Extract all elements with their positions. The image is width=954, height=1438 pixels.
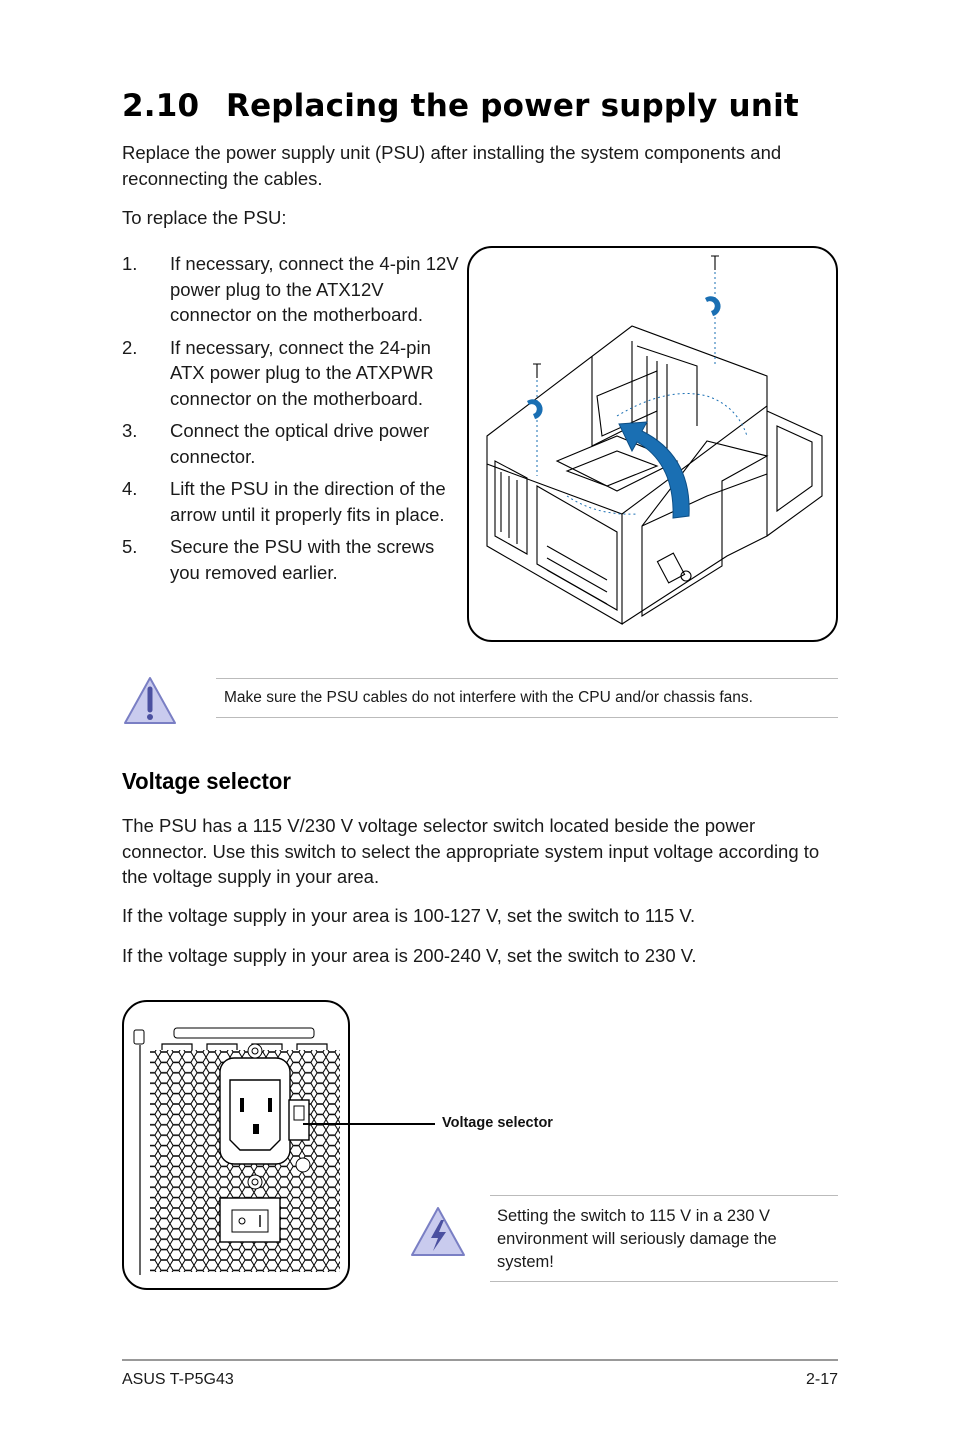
page-number: 2-17 — [805, 1371, 838, 1388]
warning-top-rule — [490, 1195, 838, 1196]
voltage-selector-callout-line — [303, 1121, 437, 1127]
electric-shock-warning-icon — [409, 1205, 467, 1259]
caution-note-text: Make sure the PSU cables do not interfere with the CPU and/or chassis fans. — [224, 689, 753, 706]
list-item: 2. If necessary, connect the 24-pin ATX power plug to the ATXPWR connector on the motherboard. — [122, 336, 434, 409]
warning-bottom-rule — [490, 1281, 838, 1282]
section-title: Replacing the power supply unit — [226, 88, 799, 124]
intro-paragraph: Replace the power supply unit (PSU) after installing the system components and reconnecting the cables. — [122, 142, 782, 189]
voltage-230-paragraph: If the voltage supply in your area is 200-240 V, set the switch to 230 V. — [122, 945, 697, 966]
footer-product: ASUS T-P5G43 — [122, 1371, 234, 1388]
note-bottom-rule — [216, 717, 838, 718]
caution-icon — [123, 675, 177, 727]
lead-text: To replace the PSU: — [122, 207, 287, 228]
page-title — [122, 88, 799, 124]
steps-list — [122, 251, 462, 592]
voltage-paragraph: The PSU has a 115 V/230 V voltage selector switch located beside the power connector. Use this switch to select the appropriate system input voltage according to the voltage supply in your area. — [122, 815, 820, 887]
list-item: 1. If necessary, connect the 4-pin 12V power plug to the ATX12V connector on the motherboard. — [122, 253, 459, 325]
section-number: 2.10 — [122, 88, 200, 124]
footer-rule — [122, 1359, 838, 1361]
section-heading-voltage: Voltage selector — [122, 768, 291, 794]
list-item: 5. Secure the PSU with the screws you removed earlier. — [122, 536, 435, 583]
list-item: 3. Connect the optical drive power connector. — [122, 420, 430, 467]
voltage-selector-label: Voltage selector — [442, 1115, 553, 1131]
voltage-115-paragraph: If the voltage supply in your area is 100-127 V, set the switch to 115 V. — [122, 905, 696, 926]
psu-back-panel-illustration — [122, 1000, 350, 1290]
note-top-rule — [216, 678, 838, 679]
warning-note-text: Setting the switch to 115 V in a 230 V environment will seriously damage the system! — [497, 1207, 777, 1271]
list-item: 4. Lift the PSU in the direction of the arrow until it properly fits in place. — [122, 478, 446, 525]
psu-installation-illustration — [467, 246, 838, 642]
